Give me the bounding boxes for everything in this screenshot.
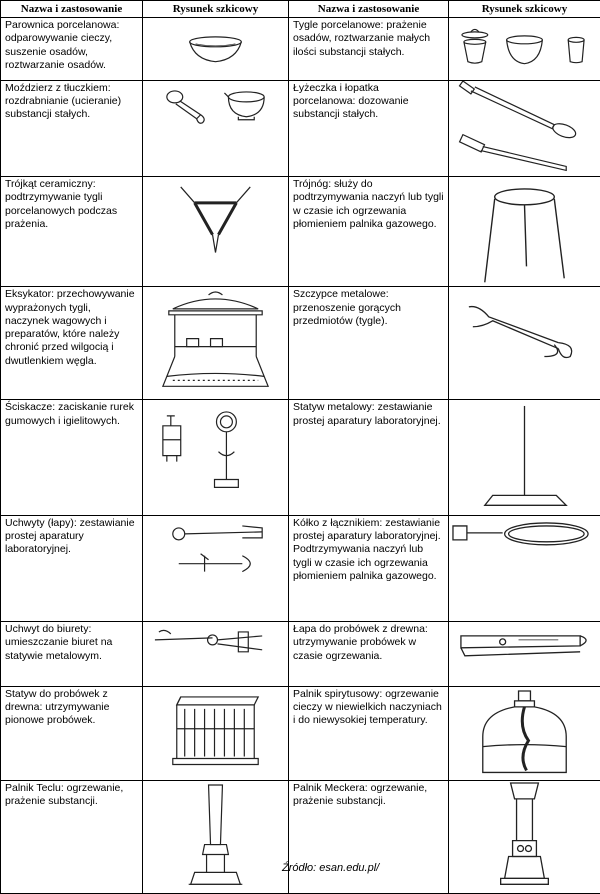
- item-description: Trójkąt ceramiczny: podtrzymywanie tygli porcelanowych podczas prażenia.: [1, 176, 143, 286]
- table-row: [1, 176, 600, 286]
- table-row: [1, 515, 600, 621]
- meker-burner-icon: [449, 780, 600, 893]
- item-description: Łapa do probówek z drewna: utrzymywanie probówek w czasie ogrzewania.: [289, 621, 449, 686]
- tube-clamps-icon: [143, 400, 289, 515]
- item-description: Tygle porcelanowe: prażenie osadów, roztwarzanie małych ilości substancji stałych.: [289, 18, 449, 81]
- table-row: [1, 18, 600, 81]
- item-description: Szczypce metalowe: przenoszenie gorących przedmiotów (tygle).: [289, 287, 449, 400]
- table-row: [1, 80, 600, 176]
- item-description: Uchwyt do biurety: umieszczanie biuret na statywie metalowym.: [1, 621, 143, 686]
- spoon-spatula-icon: [449, 80, 600, 176]
- item-description: Palnik Teclu: ogrzewanie, prażenie substancji.: [1, 780, 143, 893]
- item-description: Eksykator: przechowywanie wyprażonych tygli, naczynek wagowych i preparatów, które należy chronić przed wilgocią i dwutlenkiem węgla.: [1, 287, 143, 400]
- header-row: [1, 1, 600, 18]
- table-row: [1, 780, 600, 893]
- table-row: [1, 287, 600, 400]
- clamps-icon: [143, 515, 289, 621]
- clay-triangle-icon: [143, 176, 289, 286]
- item-description: Łyżeczka i łopatka porcelanowa: dozowanie substancji stałych.: [289, 80, 449, 176]
- crucibles-icon: [449, 18, 600, 81]
- item-description: Palnik spirytusowy: ogrzewanie cieczy w niewielkich naczyniach i do niewysokiej temperatury.: [289, 686, 449, 780]
- header-name-right: Nazwa i zastosowanie: [289, 1, 449, 18]
- header-drawing-right: Rysunek szkicowy: [449, 1, 600, 18]
- item-description: Uchwyty (łapy): zestawianie prostej aparatury laboratoryjnej.: [1, 515, 143, 621]
- header-drawing-left: Rysunek szkicowy: [143, 1, 289, 18]
- tripod-icon: [449, 176, 600, 286]
- desiccator-icon: [143, 287, 289, 400]
- test-tube-holder-icon: [449, 621, 600, 686]
- item-description: Statyw do probówek z drewna: utrzymywanie pionowe probówek.: [1, 686, 143, 780]
- source-caption: Źródło: esan.edu.pl/: [282, 862, 379, 874]
- test-tube-rack-icon: [143, 686, 289, 780]
- spirit-lamp-icon: [449, 686, 600, 780]
- teclu-burner-icon: [143, 780, 289, 893]
- header-name-left: Nazwa i zastosowanie: [1, 1, 143, 18]
- table-row: [1, 621, 600, 686]
- item-description: Palnik Meckera: ogrzewanie, prażenie substancji.: [289, 780, 449, 893]
- item-description: Parownica porcelanowa: odparowywanie cieczy, suszenie osadów, roztwarzanie osadów.: [1, 18, 143, 81]
- item-description: Ściskacze: zaciskanie rurek gumowych i igielitowych.: [1, 400, 143, 515]
- burette-clamp-icon: [143, 621, 289, 686]
- evaporating-dish-icon: [143, 18, 289, 81]
- tongs-icon: [449, 287, 600, 400]
- item-description: Moździerz z tłuczkiem: rozdrabnianie (ucieranie) substancji stałych.: [1, 80, 143, 176]
- table-row: [1, 686, 600, 780]
- item-description: Statyw metalowy: zestawianie prostej aparatury laboratoryjnej.: [289, 400, 449, 515]
- retort-stand-icon: [449, 400, 600, 515]
- ring-clamp-icon: [449, 515, 600, 621]
- item-description: Kółko z łącznikiem: zestawianie prostej aparatury laboratoryjnej. Podtrzymywania naczyń lub tygli w czasie ich ogrzewania płomieniem palnika gazowego.: [289, 515, 449, 621]
- item-description: Trójnóg: służy do podtrzymywania naczyń lub tygli w czasie ich ogrzewania płomieniem palnika gazowego.: [289, 176, 449, 286]
- mortar-pestle-icon: [143, 80, 289, 176]
- table-row: [1, 400, 600, 515]
